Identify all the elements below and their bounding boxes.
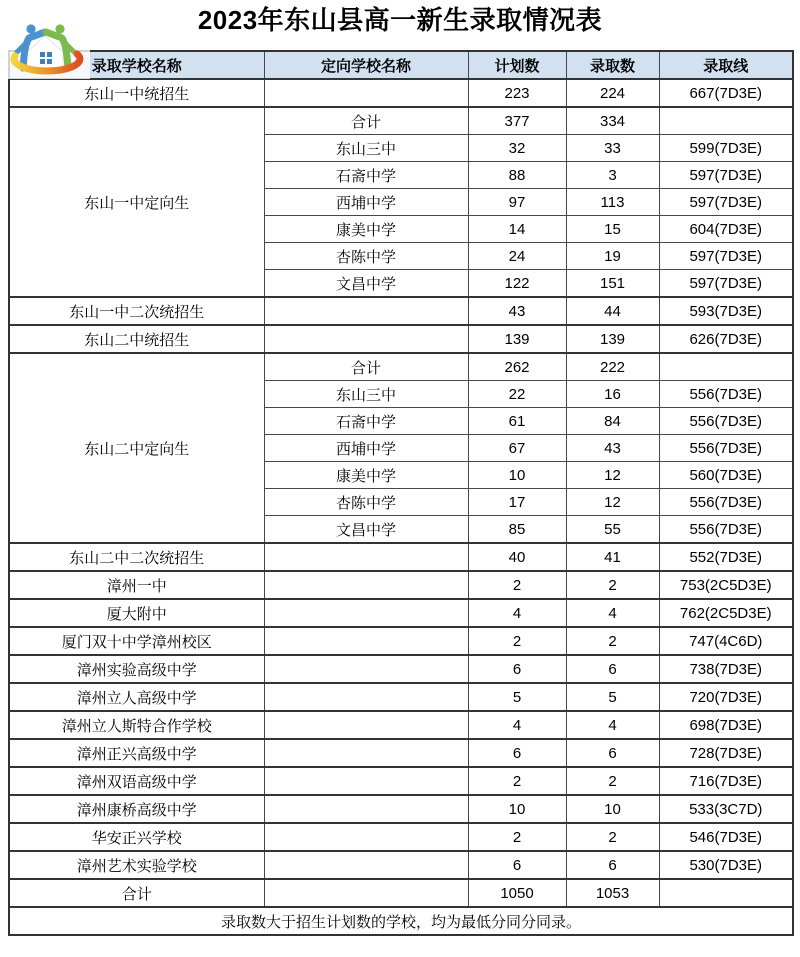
admitted-count-cell: 3 <box>566 162 659 189</box>
plan-count-cell: 4 <box>468 599 566 627</box>
directed-school-cell <box>264 683 468 711</box>
score-line-cell <box>659 353 793 381</box>
directed-school-cell: 石斋中学 <box>264 162 468 189</box>
table-row <box>9 655 793 683</box>
admitted-count-cell: 2 <box>566 627 659 655</box>
plan-count-cell: 14 <box>468 216 566 243</box>
admitted-count-cell: 2 <box>566 823 659 851</box>
plan-count-cell: 61 <box>468 408 566 435</box>
plan-count-cell: 122 <box>468 270 566 298</box>
directed-school-cell <box>264 627 468 655</box>
directed-school-cell <box>264 599 468 627</box>
table-row <box>9 767 793 795</box>
plan-count-cell: 2 <box>468 823 566 851</box>
school-name-cell: 厦大附中 <box>9 599 264 627</box>
table-row <box>9 571 793 599</box>
admitted-count-cell: 139 <box>566 325 659 353</box>
plan-count-cell: 2 <box>468 571 566 599</box>
admitted-count-cell: 55 <box>566 516 659 544</box>
table-row <box>9 107 793 135</box>
table-row <box>9 795 793 823</box>
page-title: 2023年东山县高一新生录取情况表 <box>197 5 603 35</box>
score-line-cell: 556(7D3E) <box>659 516 793 544</box>
directed-school-cell <box>264 851 468 879</box>
score-line-cell: 597(7D3E) <box>659 270 793 298</box>
table-row <box>9 79 793 107</box>
school-name-cell: 漳州立人高级中学 <box>9 683 264 711</box>
table-row <box>9 599 793 627</box>
plan-count-cell: 67 <box>468 435 566 462</box>
plan-count-cell: 32 <box>468 135 566 162</box>
directed-school-cell: 文昌中学 <box>264 270 468 298</box>
admitted-count-cell: 113 <box>566 189 659 216</box>
score-line-cell: 533(3C7D) <box>659 795 793 823</box>
directed-school-cell: 合计 <box>264 353 468 381</box>
directed-school-cell: 合计 <box>264 107 468 135</box>
admitted-count-cell: 1053 <box>566 879 659 907</box>
directed-school-cell <box>264 823 468 851</box>
score-line-cell: 728(7D3E) <box>659 739 793 767</box>
score-line-cell: 556(7D3E) <box>659 381 793 408</box>
plan-count-cell: 43 <box>468 297 566 325</box>
admitted-count-cell: 4 <box>566 599 659 627</box>
plan-count-cell: 88 <box>468 162 566 189</box>
house-icon <box>27 36 63 70</box>
score-line-cell: 556(7D3E) <box>659 435 793 462</box>
score-line-cell: 556(7D3E) <box>659 408 793 435</box>
admitted-count-cell: 6 <box>566 739 659 767</box>
directed-school-cell <box>264 297 468 325</box>
plan-count-cell: 223 <box>468 79 566 107</box>
col-header-line: 录取线 <box>659 51 793 79</box>
table-row <box>9 711 793 739</box>
admitted-count-cell: 151 <box>566 270 659 298</box>
plan-count-cell: 24 <box>468 243 566 270</box>
admitted-count-cell: 334 <box>566 107 659 135</box>
plan-count-cell: 10 <box>468 462 566 489</box>
score-line-cell: 556(7D3E) <box>659 489 793 516</box>
school-name-cell: 东山二中二次统招生 <box>9 543 264 571</box>
plan-count-cell: 377 <box>468 107 566 135</box>
admitted-count-cell: 16 <box>566 381 659 408</box>
table-row <box>9 543 793 571</box>
score-line-cell: 698(7D3E) <box>659 711 793 739</box>
header-row <box>9 51 793 79</box>
directed-school-cell: 康美中学 <box>264 462 468 489</box>
admission-table <box>8 50 794 936</box>
school-name-cell: 东山一中二次统招生 <box>9 297 264 325</box>
school-name-cell: 漳州康桥高级中学 <box>9 795 264 823</box>
admitted-count-cell: 12 <box>566 462 659 489</box>
school-name-cell: 漳州正兴高级中学 <box>9 739 264 767</box>
score-line-cell: 626(7D3E) <box>659 325 793 353</box>
admitted-count-cell: 222 <box>566 353 659 381</box>
score-line-cell: 762(2C5D3E) <box>659 599 793 627</box>
admitted-count-cell: 44 <box>566 297 659 325</box>
score-line-cell: 738(7D3E) <box>659 655 793 683</box>
directed-school-cell: 西埔中学 <box>264 189 468 216</box>
admitted-count-cell: 43 <box>566 435 659 462</box>
score-line-cell: 604(7D3E) <box>659 216 793 243</box>
score-line-cell: 530(7D3E) <box>659 851 793 879</box>
col-header-admitted: 录取数 <box>566 51 659 79</box>
score-line-cell: 599(7D3E) <box>659 135 793 162</box>
directed-school-cell: 东山三中 <box>264 381 468 408</box>
plan-count-cell: 6 <box>468 851 566 879</box>
plan-count-cell: 22 <box>468 381 566 408</box>
directed-school-cell: 杏陈中学 <box>264 489 468 516</box>
admitted-count-cell: 84 <box>566 408 659 435</box>
table-row <box>9 907 793 935</box>
directed-school-cell <box>264 711 468 739</box>
admitted-count-cell: 2 <box>566 571 659 599</box>
admitted-count-cell: 2 <box>566 767 659 795</box>
plan-count-cell: 10 <box>468 795 566 823</box>
school-name-cell: 华安正兴学校 <box>9 823 264 851</box>
score-line-cell: 593(7D3E) <box>659 297 793 325</box>
admitted-count-cell: 19 <box>566 243 659 270</box>
score-line-cell: 720(7D3E) <box>659 683 793 711</box>
directed-school-cell: 杏陈中学 <box>264 243 468 270</box>
school-name-cell: 漳州双语高级中学 <box>9 767 264 795</box>
plan-count-cell: 85 <box>468 516 566 544</box>
score-line-cell: 597(7D3E) <box>659 243 793 270</box>
table-row <box>9 325 793 353</box>
admitted-count-cell: 33 <box>566 135 659 162</box>
plan-count-cell: 97 <box>468 189 566 216</box>
school-name-cell: 厦门双十中学漳州校区 <box>9 627 264 655</box>
plan-count-cell: 17 <box>468 489 566 516</box>
admitted-count-cell: 5 <box>566 683 659 711</box>
plan-count-cell: 6 <box>468 739 566 767</box>
directed-school-cell <box>264 879 468 907</box>
directed-school-cell <box>264 79 468 107</box>
admitted-count-cell: 15 <box>566 216 659 243</box>
school-name-cell: 漳州立人斯特合作学校 <box>9 711 264 739</box>
directed-school-cell: 西埔中学 <box>264 435 468 462</box>
table-row <box>9 297 793 325</box>
admitted-count-cell: 6 <box>566 851 659 879</box>
table-row <box>9 879 793 907</box>
school-name-cell: 漳州艺术实验学校 <box>9 851 264 879</box>
directed-school-cell <box>264 739 468 767</box>
directed-school-cell <box>264 795 468 823</box>
directed-school-cell <box>264 655 468 683</box>
admitted-count-cell: 4 <box>566 711 659 739</box>
directed-school-cell: 康美中学 <box>264 216 468 243</box>
admitted-count-cell: 224 <box>566 79 659 107</box>
house-people-logo <box>2 23 90 81</box>
score-line-cell: 747(4C6D) <box>659 627 793 655</box>
table-body <box>9 79 793 935</box>
plan-count-cell: 4 <box>468 711 566 739</box>
school-name-cell: 东山二中定向生 <box>9 353 264 543</box>
directed-school-cell <box>264 767 468 795</box>
directed-school-cell: 石斋中学 <box>264 408 468 435</box>
plan-count-cell: 2 <box>468 767 566 795</box>
school-name-cell: 漳州实验高级中学 <box>9 655 264 683</box>
score-line-cell: 667(7D3E) <box>659 79 793 107</box>
admitted-count-cell: 12 <box>566 489 659 516</box>
directed-school-cell <box>264 543 468 571</box>
admitted-count-cell: 6 <box>566 655 659 683</box>
score-line-cell <box>659 879 793 907</box>
table-row <box>9 683 793 711</box>
plan-count-cell: 40 <box>468 543 566 571</box>
table-row <box>9 353 793 381</box>
plan-count-cell: 6 <box>468 655 566 683</box>
directed-school-cell: 东山三中 <box>264 135 468 162</box>
plan-count-cell: 139 <box>468 325 566 353</box>
score-line-cell: 597(7D3E) <box>659 189 793 216</box>
table-row <box>9 739 793 767</box>
directed-school-cell <box>264 571 468 599</box>
score-line-cell: 716(7D3E) <box>659 767 793 795</box>
score-line-cell: 552(7D3E) <box>659 543 793 571</box>
school-name-cell: 合计 <box>9 879 264 907</box>
plan-count-cell: 1050 <box>468 879 566 907</box>
table-row <box>9 823 793 851</box>
plan-count-cell: 262 <box>468 353 566 381</box>
score-line-cell: 560(7D3E) <box>659 462 793 489</box>
school-name-cell: 东山二中统招生 <box>9 325 264 353</box>
table-row <box>9 851 793 879</box>
table-row <box>9 627 793 655</box>
directed-school-cell: 文昌中学 <box>264 516 468 544</box>
plan-count-cell: 5 <box>468 683 566 711</box>
school-name-cell: 东山一中统招生 <box>9 79 264 107</box>
col-header-directed-school: 定向学校名称 <box>264 51 468 79</box>
admitted-count-cell: 41 <box>566 543 659 571</box>
plan-count-cell: 2 <box>468 627 566 655</box>
school-name-cell: 漳州一中 <box>9 571 264 599</box>
school-name-cell: 东山一中定向生 <box>9 107 264 297</box>
score-line-cell <box>659 107 793 135</box>
col-header-school: 录取学校名称 <box>9 51 264 79</box>
score-line-cell: 597(7D3E) <box>659 162 793 189</box>
directed-school-cell <box>264 325 468 353</box>
score-line-cell: 753(2C5D3E) <box>659 571 793 599</box>
col-header-plan: 计划数 <box>468 51 566 79</box>
admitted-count-cell: 10 <box>566 795 659 823</box>
footnote-cell: 录取数大于招生计划数的学校，均为最低分同分同录。 <box>9 907 793 935</box>
score-line-cell: 546(7D3E) <box>659 823 793 851</box>
table-header <box>9 51 793 79</box>
